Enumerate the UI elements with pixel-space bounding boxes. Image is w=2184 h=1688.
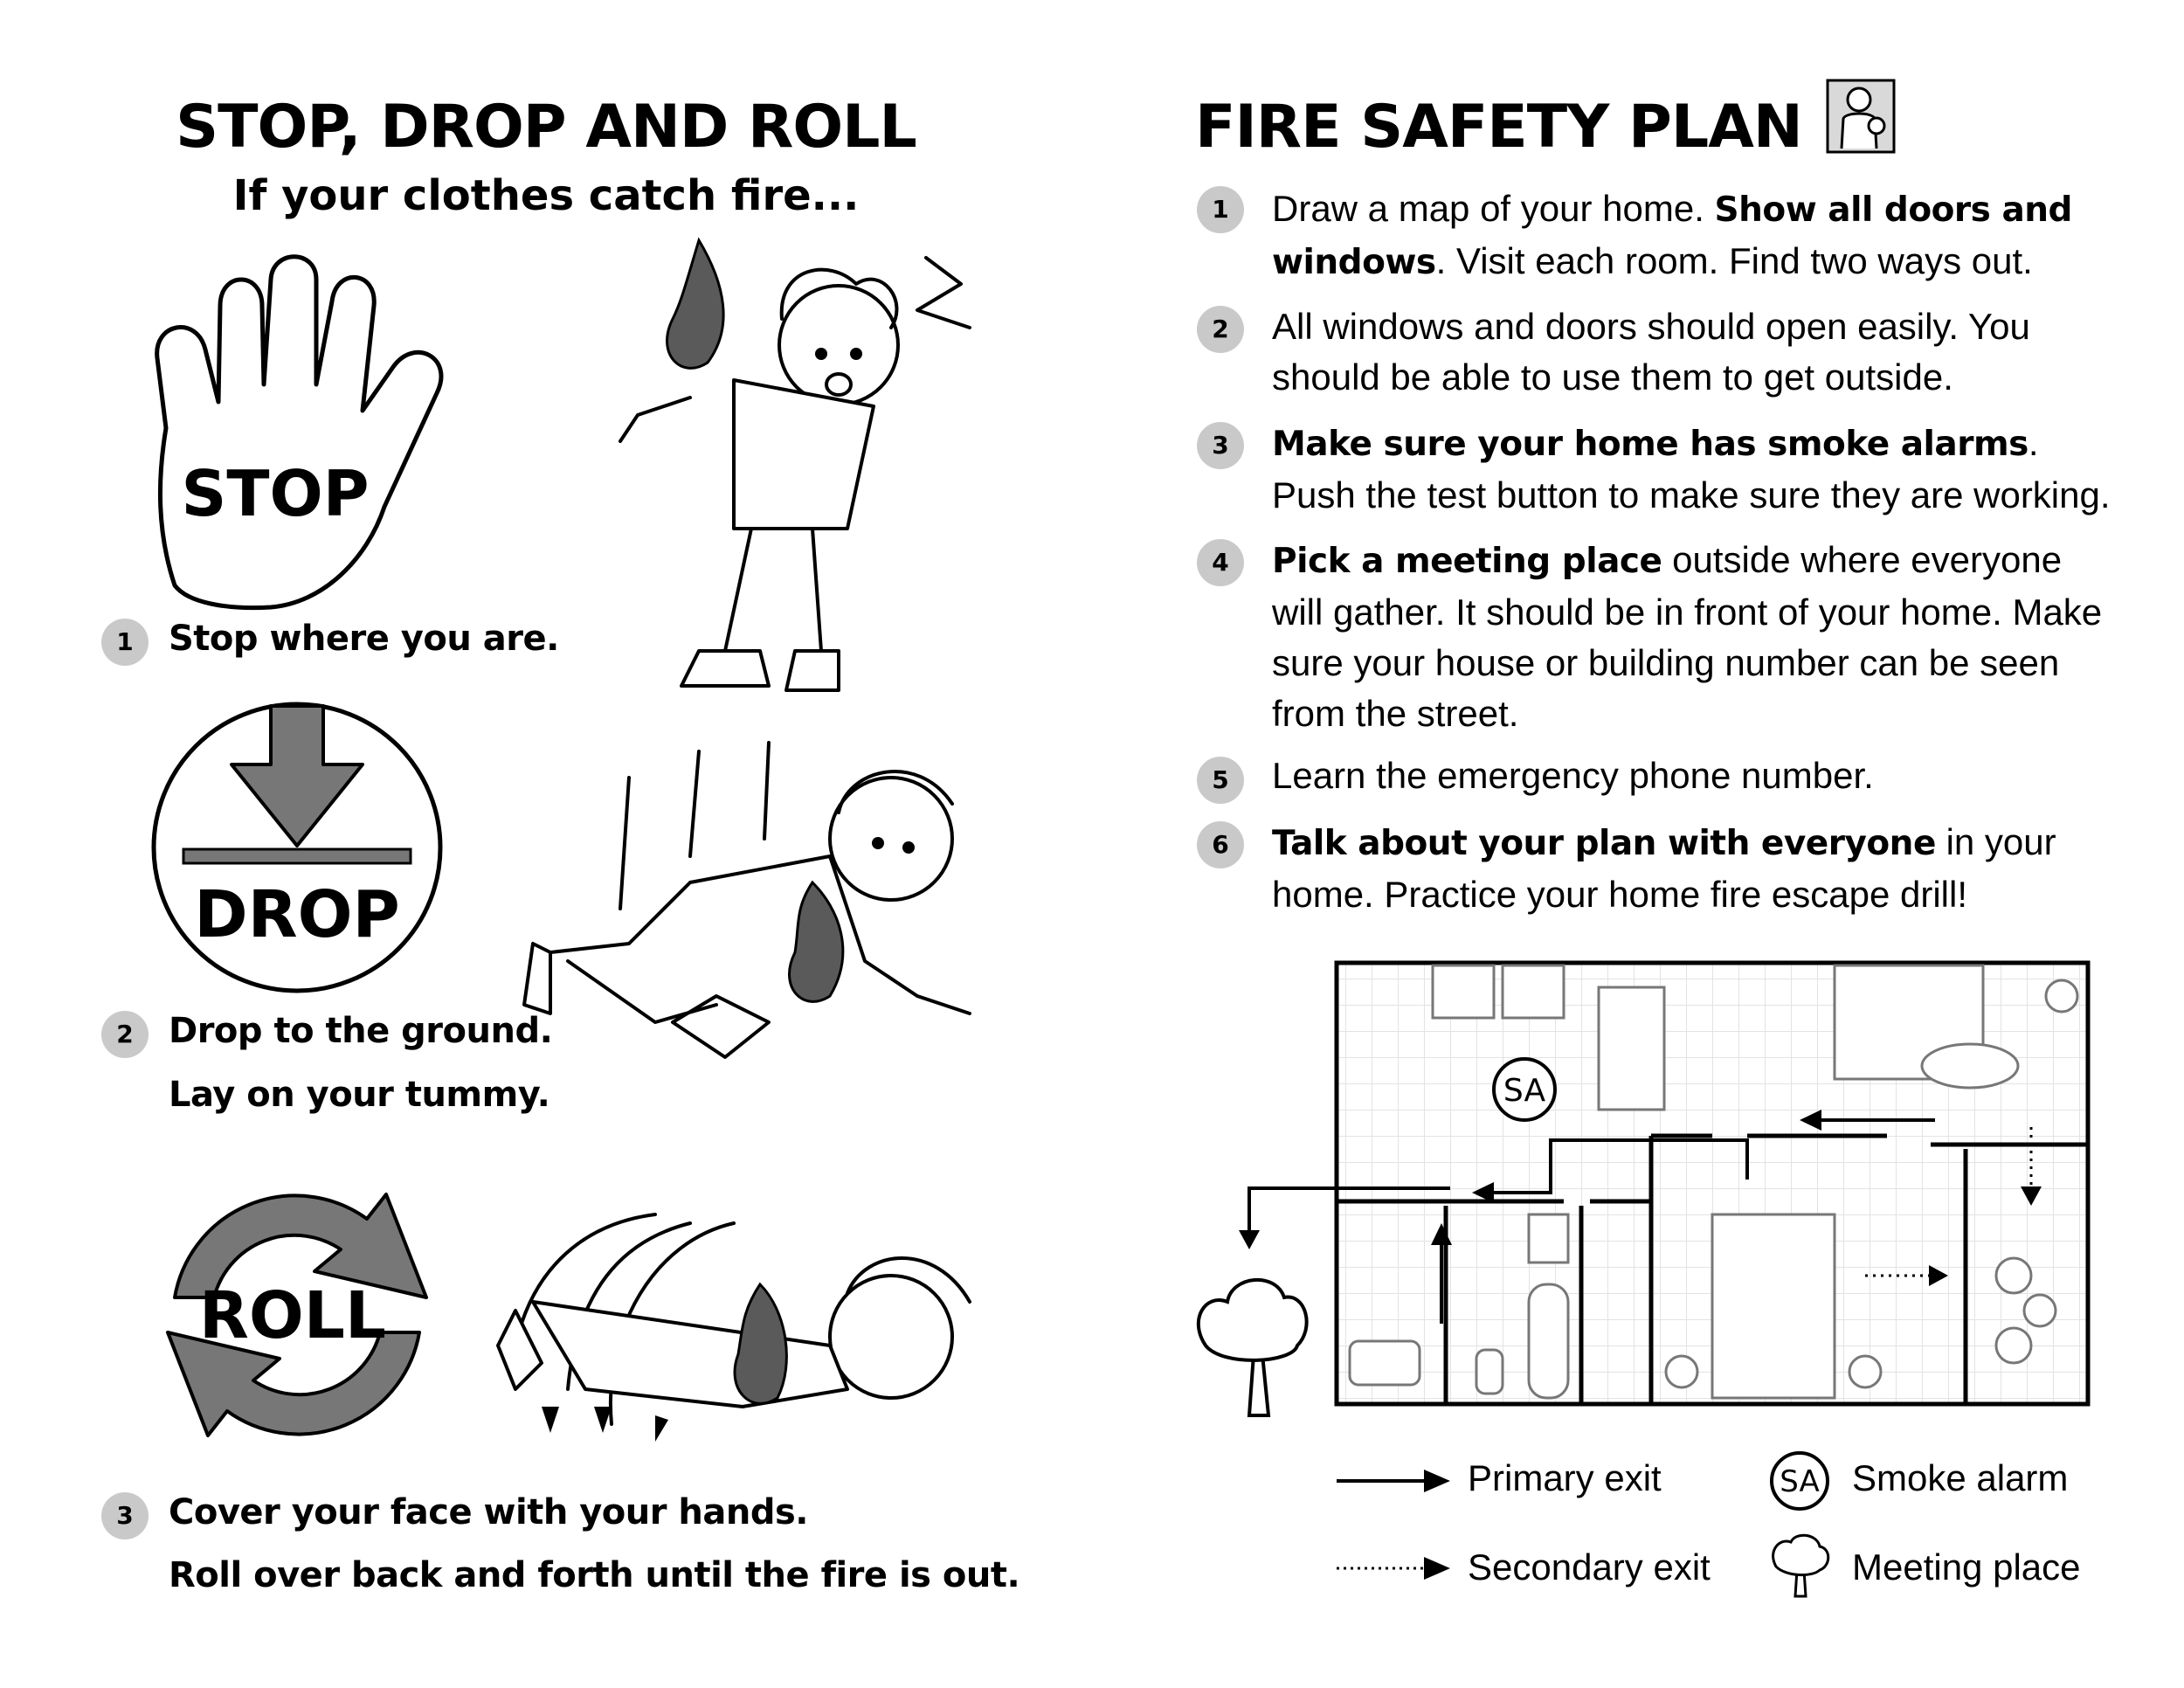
item-text-run: . Visit each room. Find two ways out.	[1435, 240, 2033, 281]
item-text-run: in your home. Practice your home fire escape drill!	[1272, 821, 2056, 915]
item-2-text	[1272, 301, 2111, 403]
flame-icon	[790, 882, 843, 1001]
drop-circle-icon	[149, 699, 446, 996]
drop-label: DROP	[194, 877, 400, 952]
legend-meeting-place: Meeting place	[1852, 1546, 2081, 1588]
meeting-place-tree-icon	[1769, 1533, 1830, 1599]
legend-primary-exit: Primary exit	[1468, 1457, 1662, 1498]
item-text-run: outside where everyone will gather. It should be in front of your home. Make sure your house or building number can be seen from the street.	[1272, 539, 2103, 734]
step-1-text: Stop where you are.	[169, 619, 559, 659]
legend-secondary-exit: Secondary exit	[1468, 1546, 1711, 1588]
left-title: STOP, DROP AND ROLL	[176, 93, 916, 162]
family-icon	[1826, 79, 1896, 154]
stop-label: STOP	[181, 457, 370, 530]
item-3-badge: 3	[1197, 422, 1244, 469]
item-6-badge: 6	[1197, 821, 1244, 868]
item-1-text	[1272, 183, 2111, 288]
tree-icon	[1199, 1280, 1307, 1415]
right-title: FIRE SAFETY PLAN	[1195, 93, 1802, 162]
item-text-run: Learn the emergency phone number.	[1272, 755, 1874, 796]
step-1-badge: 1	[101, 619, 149, 666]
item-1-badge: 1	[1197, 186, 1244, 233]
item-bold-text: Talk about your plan with everyone	[1272, 824, 1936, 863]
roll-label: ROLL	[198, 1278, 387, 1353]
secondary-exit-arrow-icon	[1337, 1555, 1450, 1581]
item-bold-text: Show all doors and windows	[1272, 190, 2072, 282]
item-bold-text: Pick a meeting place	[1272, 542, 1662, 581]
floor-plan-map	[1188, 952, 2105, 1424]
flame-icon	[667, 240, 724, 368]
roll-arrows-icon	[149, 1166, 446, 1463]
smoke-alarm-label: SA	[1503, 1073, 1546, 1109]
item-text-run: . Push the test button to make sure they are working.	[1272, 422, 2111, 515]
smoke-alarm-legend-symbol: SA	[1780, 1464, 1820, 1499]
item-text-run: Draw a map of your home.	[1272, 188, 1715, 229]
step-3-line-1: Cover your face with your hands.	[169, 1492, 808, 1532]
item-4-text	[1272, 535, 2111, 739]
step-2-line-1: Drop to the ground.	[169, 1011, 553, 1051]
kid-standing-illustration	[603, 232, 1005, 730]
item-6-text	[1272, 817, 2111, 920]
flame-icon	[735, 1284, 786, 1403]
item-text-run: All windows and doors should open easily. You should be able to use them to get outside.	[1272, 306, 2030, 398]
item-2-badge: 2	[1197, 306, 1244, 353]
step-3-line-2: Roll over back and forth until the fire is out.	[169, 1555, 1020, 1595]
primary-exit-arrow-icon	[1337, 1468, 1450, 1494]
item-4-badge: 4	[1197, 539, 1244, 586]
smoke-alarm-legend-icon	[1769, 1450, 1830, 1512]
kid-dropping-illustration	[515, 734, 1013, 1110]
legend-smoke-alarm: Smoke alarm	[1852, 1457, 2069, 1498]
step-2-badge: 2	[101, 1011, 149, 1058]
step-3-badge: 3	[101, 1492, 149, 1539]
item-3-text	[1272, 418, 2111, 521]
kid-rolling-illustration	[480, 1188, 1005, 1468]
item-5-badge: 5	[1197, 757, 1244, 804]
item-5-text	[1272, 751, 2111, 801]
stop-hand-icon	[149, 253, 463, 620]
item-bold-text: Make sure your home has smoke alarms	[1272, 425, 2028, 464]
left-subtitle: If your clothes catch fire...	[232, 171, 860, 220]
step-2-line-2: Lay on your tummy.	[169, 1075, 550, 1115]
